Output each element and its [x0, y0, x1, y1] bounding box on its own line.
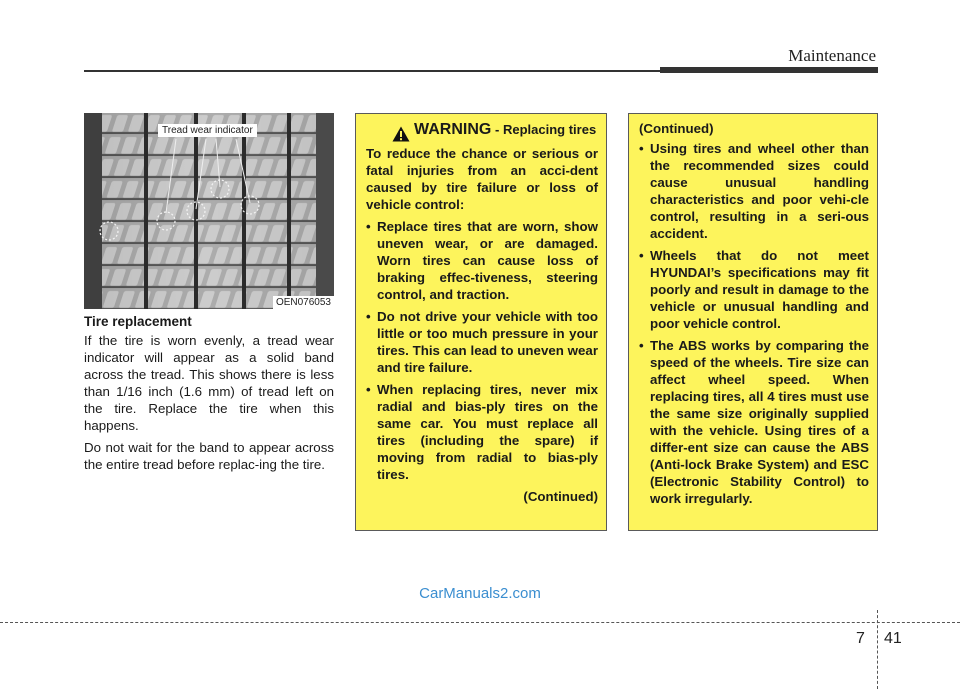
header-rule — [84, 70, 660, 72]
warning-intro: To reduce the chance or serious or fatal injuries from an acci-dent caused by tire failure or loss of vehicle control: — [366, 146, 598, 212]
list-item-text: The ABS works by comparing the speed of the wheels. Tire size can affect wheel speed. When replacing tires, all 4 tires must use the same size originally supplied with the vehicle. Using tires of a differ-ent size can cause the ABS (Anti-lock Brake System) and ESC (Electronic Stability Control) to work irregularly. — [650, 338, 869, 506]
list-item-text: Wheels that do not meet HYUNDAI’s specifications may fit poorly and result in damage to the vehicle or unusual handling and poor vehicle control. — [650, 248, 869, 331]
header-title: Maintenance — [788, 46, 876, 65]
watermark-link[interactable]: CarManuals2.com — [419, 585, 541, 602]
bullet: • — [366, 309, 371, 324]
tire-tread-photo — [84, 113, 334, 309]
warning-header — [366, 120, 598, 142]
warning-list — [366, 218, 598, 483]
bullet: • — [639, 248, 644, 263]
list-item-text: When replacing tires, never mix radial and bias-ply tires on the same car. You must replace all tires (including the spare) if moving from radial to bias-ply tires. — [377, 382, 598, 482]
paragraph: Do not wait for the band to appear across the entire tread before replac-ing the tire. — [84, 440, 334, 472]
header-rule-accent — [660, 67, 878, 73]
figure-code: OEN076053 — [273, 296, 334, 309]
chapter-number: 7 — [856, 630, 865, 647]
warning-triangle-icon — [392, 126, 410, 142]
list-item-text: Replace tires that are worn, show uneven wear, or are damaged. Worn tires can cause loss of braking effec-tiveness, steering control, and traction. — [377, 219, 598, 302]
page-number: 41 — [884, 630, 902, 647]
warning-word: WARNING — [414, 121, 492, 138]
list-item-text: Do not drive your vehicle with too little or too much pressure in your tires. This can lead to uneven wear and tire failure. — [377, 309, 598, 375]
continued-label: (Continued) — [523, 489, 598, 504]
tire-tread-illustration — [84, 113, 334, 309]
bullet: • — [639, 338, 644, 353]
paragraph: If the tire is worn evenly, a tread wear indicator will appear as a solid band across the tread. This shows there is less than 1/16 inch (1.6 mm) of tread left on the tire. Replace the tire when this happens. — [84, 333, 334, 433]
list-item — [639, 247, 869, 332]
list-item — [639, 337, 869, 507]
list-item — [366, 308, 598, 376]
footer-divider — [877, 610, 878, 689]
continued-label: (Continued) — [639, 121, 714, 136]
list-item — [639, 140, 869, 242]
tread-wear-indicator-label: Tread wear indicator — [158, 124, 257, 137]
list-item — [366, 381, 598, 483]
tire-replacement-section — [84, 314, 334, 478]
warning-list — [639, 140, 869, 507]
bullet: • — [366, 219, 371, 234]
footer-rule — [0, 622, 960, 623]
bullet: • — [639, 141, 644, 156]
list-item — [366, 218, 598, 303]
bullet: • — [366, 382, 371, 397]
warning-box — [355, 113, 607, 531]
list-item-text: Using tires and wheel other than the recommended sizes could cause unusual handling characteristics and poor vehi-cle control, resulting in a seri-ous accident. — [650, 141, 869, 241]
section-title: Tire replacement — [84, 314, 192, 329]
warning-box-continued — [628, 113, 878, 531]
warning-subject: - Replacing tires — [495, 122, 597, 137]
